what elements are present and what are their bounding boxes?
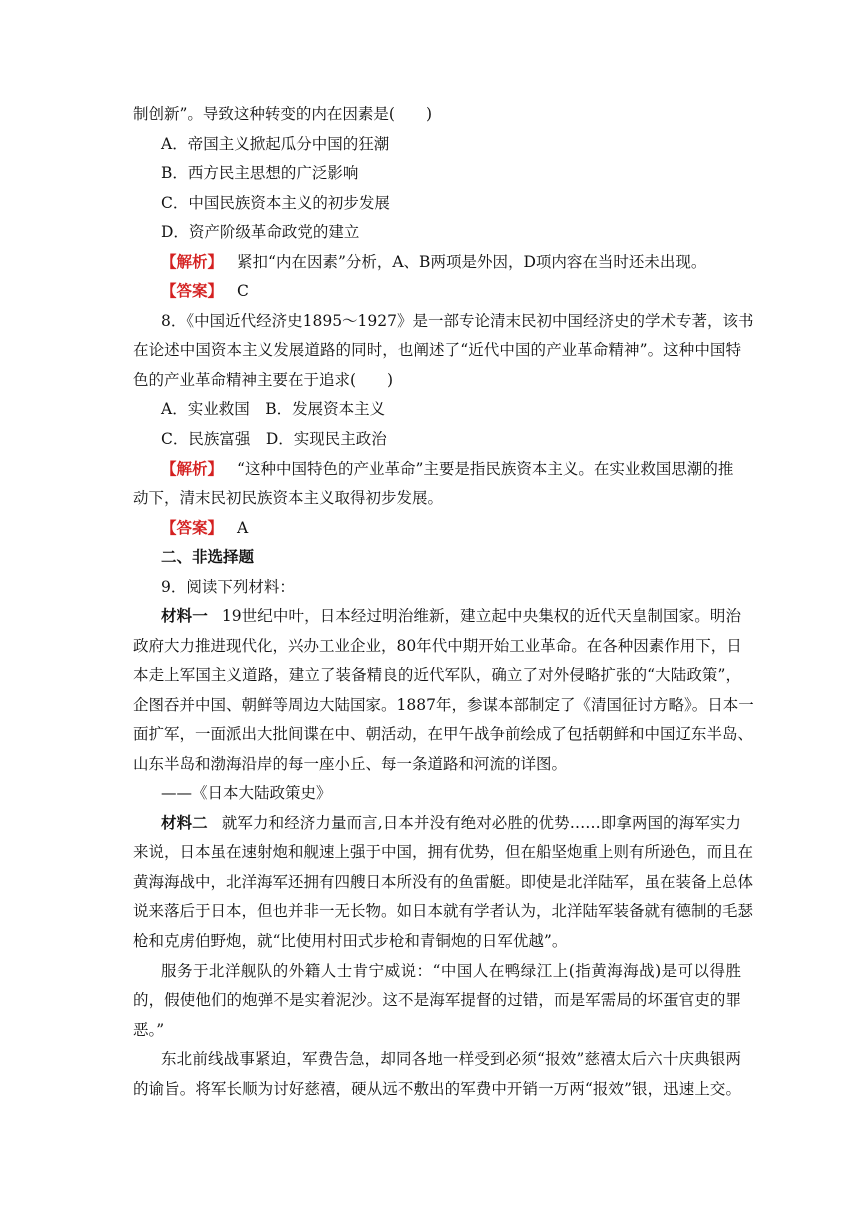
answer-label: 【答案】	[161, 281, 224, 300]
q8-analysis-line-2: 动下，清末民初民族资本主义取得初步发展。	[133, 489, 444, 507]
analysis-label: 【解析】	[161, 252, 224, 271]
q7-option-d: D．资产阶级革命政党的建立	[161, 223, 360, 241]
q9-material2-line-5: 枪和克虏伯野炮，就“比使用村田式步枪和青铜炮的日军优越”。	[133, 932, 568, 950]
q8-stem-line-3: 色的产业革命精神主要在于追求( )	[133, 371, 394, 389]
answer-text: C	[237, 282, 249, 300]
q7-analysis	[161, 252, 741, 272]
q9-material2-line-2: 来说，日本虽在速射炮和舰速上强于中国，拥有优势，但在船坚炮重上则有所逊色，而且在	[133, 843, 754, 861]
q7-option-b: B．西方民主思想的广泛影响	[161, 164, 359, 182]
analysis-text: “这种中国特色的产业革命”主要是指民族资本主义。在实业救国思潮的推	[237, 460, 734, 478]
material2-label: 材料二	[161, 813, 208, 832]
q7-option-a: A．帝国主义掀起瓜分中国的狂潮	[161, 135, 390, 153]
q9-material2-line-1	[161, 813, 741, 833]
q9-material1-line-5: 面扩军，一面派出大批间谍在中、朝活动，在甲午战争前绘成了包括朝鲜和中国辽东半岛、	[133, 725, 754, 743]
q8-analysis-line-1	[161, 459, 741, 479]
q9-material1-line-3: 本走上军国主义道路，建立了装备精良的近代军队，确立了对外侵略扩张的“大陆政策”，	[133, 666, 741, 684]
q9-material1-line-1	[161, 606, 741, 626]
q9-material1-line-4: 企图吞并中国、朝鲜等周边大陆国家。1887年，参谋本部制定了《清国征讨方略》。日本一	[133, 696, 754, 714]
q9-material1-line-6: 山东半岛和渤海沿岸的每一座小丘、每一条道路和河流的详图。	[133, 755, 568, 773]
q7-answer	[161, 281, 741, 301]
q9-stem: 9．阅读下列材料：	[161, 578, 295, 596]
q7-stem-tail: 制创新”。导致这种转变的内在因素是( )	[133, 105, 433, 123]
q9-paragraph2-line-1: 服务于北洋舰队的外籍人士肯宁威说：“中国人在鸭绿江上(指黄海海战)是可以得胜	[161, 962, 741, 980]
q9-paragraph2-line-3: 恶。”	[133, 1021, 165, 1039]
q8-stem-line-2: 在论述中国资本主义发展道路的同时，也阐述了“近代中国的产业革命精神”。这种中国特	[133, 341, 741, 359]
q8-options-row-1: A．实业救国 B．发展资本主义	[161, 400, 386, 418]
answer-label: 【答案】	[161, 518, 224, 537]
section-title: 二、非选择题	[161, 547, 255, 566]
q9-material2-line-4: 说来落后于日本，但也并非一无长物。如日本就有学者认为，北洋陆军装备就有德制的毛瑟	[133, 902, 754, 920]
q8-answer	[161, 518, 741, 538]
q8-stem-line-1: 8．《中国近代经济史1895～1927》是一部专论清末民初中国经济史的学术专著，该书	[161, 312, 754, 330]
material2-text: 就军力和经济力量而言,日本并没有绝对必胜的优势……即拿两国的海军实力	[221, 814, 741, 832]
material1-label: 材料一	[161, 606, 208, 625]
material1-text: 19世纪中叶，日本经过明治维新，建立起中央集权的近代天皇制国家。明治	[221, 607, 741, 625]
q9-material2-line-3: 黄海海战中，北洋海军还拥有四艘日本所没有的鱼雷艇。即使是北洋陆军，虽在装备上总体	[133, 873, 754, 891]
q9-material1-line-2: 政府大力推进现代化，兴办工业企业，80年代中期开始工业革命。在各种因素作用下，日	[133, 637, 742, 655]
q8-options-row-2: C．民族富强 D．实现民主政治	[161, 430, 387, 448]
q9-paragraph2-line-2: 的，假使他们的炮弹不是实着泥沙。这不是海军提督的过错，而是军需局的坏蛋官吏的罪	[133, 991, 741, 1009]
analysis-text: 紧扣“内在因素”分析，A、B两项是外因，D项内容在当时还未出现。	[237, 253, 707, 271]
q9-paragraph3-line-2: 的谕旨。将军长顺为讨好慈禧，硬从远不敷出的军费中开销一万两“报效”银，迅速上交。	[133, 1080, 741, 1098]
analysis-label: 【解析】	[161, 459, 224, 478]
q9-paragraph3-line-1: 东北前线战事紧迫，军费告急，却同各地一样受到必须“报效”慈禧太后六十庆典银两	[161, 1050, 741, 1068]
q9-material1-source: ——《日本大陆政策史》	[161, 784, 332, 802]
answer-text: A	[237, 519, 249, 537]
q7-option-c: C．中国民族资本主义的初步发展	[161, 194, 390, 212]
